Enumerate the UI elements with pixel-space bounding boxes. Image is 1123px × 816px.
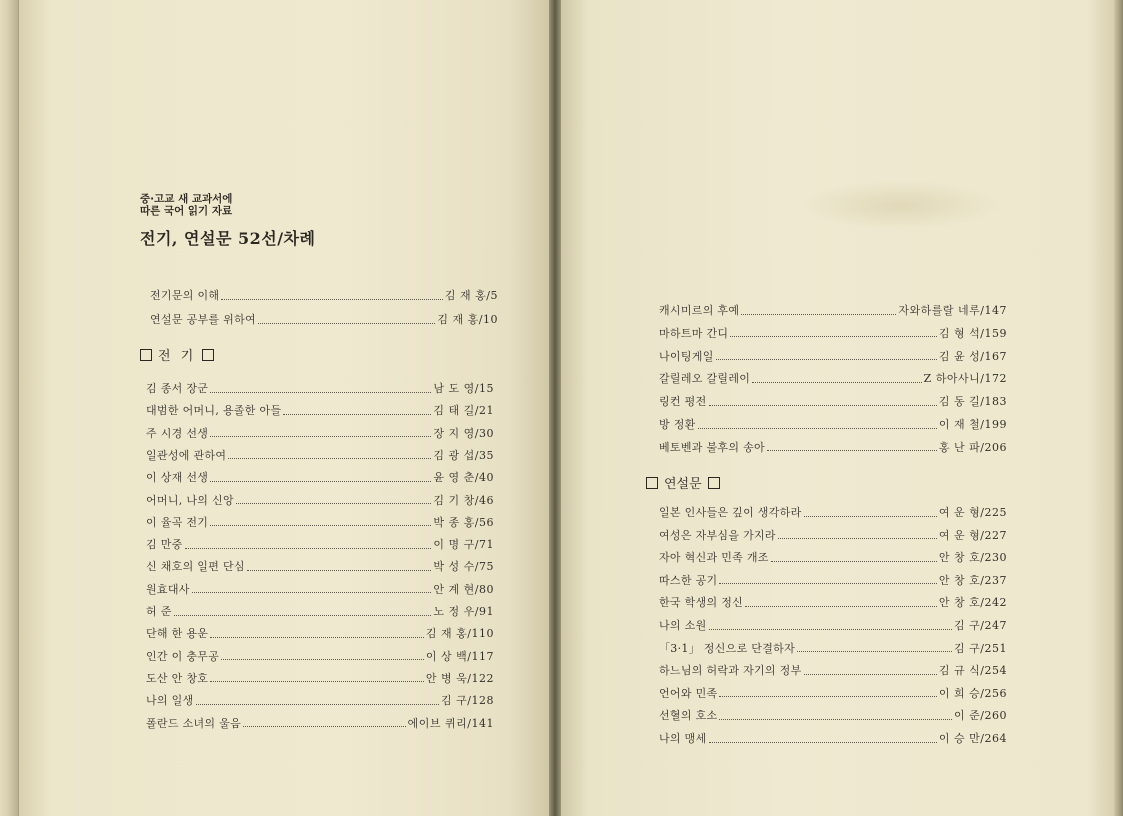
leader-dots [804, 516, 937, 517]
leader-dots [210, 481, 431, 482]
toc-label: 한국 학생의 정신 [659, 596, 744, 610]
toc-label: 자아 혁신과 민족 개조 [659, 551, 769, 565]
leader-dots [709, 629, 953, 630]
leader-dots [221, 299, 443, 300]
toc-author-page: 안 계 현/80 [433, 582, 494, 596]
section-title: 연설문 [664, 477, 702, 492]
toc-label: 인간 이 충무공 [146, 649, 220, 663]
toc-row [659, 618, 1007, 634]
toc-row [659, 371, 1007, 387]
toc-label: 하느님의 허락과 자기의 정부 [659, 664, 802, 678]
toc-author-page: 남 도 영/15 [433, 382, 494, 395]
toc-author-page: 김 윤 성/167 [938, 349, 1007, 363]
toc-row [659, 505, 1007, 521]
toc-label: 나의 일생 [146, 694, 194, 708]
leader-dots [719, 696, 936, 697]
book-gutter [549, 0, 561, 816]
toc-label: 나의 맹세 [659, 732, 707, 745]
toc-author-page: 김 형 석/159 [938, 326, 1007, 340]
toc-row [659, 641, 1007, 657]
toc-row [659, 663, 1007, 679]
toc-row [146, 559, 494, 575]
toc-label: 「3·1」 정신으로 단결하자 [659, 641, 795, 655]
toc-row [659, 349, 1007, 365]
toc-label: 갈릴레오 갈릴레이 [659, 372, 751, 386]
section-heading-speeches [640, 473, 726, 492]
toc-author-page: 안 창 호/230 [938, 551, 1007, 565]
toc-row [146, 649, 494, 665]
toc-label: 원효대사 [146, 582, 190, 596]
toc-label: 방 정환 [659, 418, 696, 431]
leader-dots [709, 405, 937, 406]
toc-author-page: 이 희 승/256 [938, 686, 1007, 700]
toc-row [659, 394, 1007, 410]
leader-dots [185, 548, 432, 549]
toc-row [659, 550, 1007, 566]
page-edge-left [0, 0, 18, 816]
toc-row [146, 381, 494, 397]
leader-dots [192, 592, 432, 593]
toc-row [659, 595, 1007, 611]
toc-author-page: 안 창 호/242 [938, 596, 1007, 610]
toc-label: 링컨 평전 [659, 395, 707, 409]
toc-row [146, 582, 494, 598]
toc-author-page: 안 창 호/237 [938, 573, 1007, 587]
toc-label: 김 만중 [146, 538, 183, 552]
leader-dots [745, 606, 937, 607]
toc-author-page: 이 준/260 [954, 709, 1007, 723]
leader-dots [210, 436, 431, 437]
toc-author-page: 여 운 형/227 [938, 528, 1007, 542]
leader-dots [236, 503, 432, 504]
toc-author-page: 이 승 만/264 [938, 732, 1007, 745]
toc-author-page: 이 상 백/117 [425, 649, 494, 663]
toc-author-page: 김 규 식/254 [938, 664, 1007, 678]
toc-label: 어머니, 나의 신앙 [146, 493, 234, 507]
square-box-icon [140, 349, 152, 361]
toc-author-page: 김 구/128 [441, 694, 494, 708]
leader-dots [741, 314, 896, 315]
toc-row [659, 528, 1007, 544]
toc-row [146, 671, 494, 687]
toc-label: 캐시미르의 후예 [659, 304, 740, 317]
toc-author-page: 이 재 철/199 [938, 418, 1007, 431]
toc-row [146, 537, 494, 553]
toc-label: 선혈의 호소 [659, 709, 718, 723]
toc-label: 도산 안 창호 [146, 671, 209, 685]
toc-author-page: Z 하아사니/172 [923, 372, 1007, 386]
toc-row [146, 470, 494, 486]
toc-label: 허 준 [146, 605, 172, 618]
toc-label: 폴란드 소녀의 울음 [146, 716, 242, 730]
leader-dots [174, 615, 432, 616]
leader-dots [283, 414, 431, 415]
toc-author-page: 김 광 섭/35 [433, 448, 494, 462]
leader-dots [196, 704, 440, 705]
toc-row [659, 686, 1007, 702]
toc-row [150, 288, 498, 304]
square-box-icon [646, 477, 658, 489]
toc-author-page: 김 구/251 [954, 641, 1007, 655]
leader-dots [771, 561, 937, 562]
toc-author-page: 홍 난 파/206 [938, 440, 1007, 454]
page-edge-right [1114, 0, 1123, 816]
toc-author-page: 김 구/247 [954, 619, 1007, 632]
toc-label: 베토벤과 불후의 송아 [659, 440, 765, 454]
leader-dots [719, 583, 936, 584]
toc-row [146, 604, 494, 620]
toc-row [659, 573, 1007, 589]
section-heading-biography [134, 345, 220, 364]
leader-dots [247, 570, 432, 571]
toc-label: 나이팅게일 [659, 349, 714, 363]
leader-dots [210, 637, 424, 638]
toc-author-page: 에이브 퀴리/141 [407, 716, 494, 730]
toc-label: 신 채호의 일편 단심 [146, 560, 245, 574]
toc-row [659, 303, 1007, 319]
square-box-icon [202, 349, 214, 361]
paper-stain [800, 180, 1000, 230]
leader-dots [752, 382, 921, 383]
page-title: 전기, 연설문 52선/차례 [140, 229, 316, 248]
toc-label: 대범한 어머니, 용졸한 아들 [146, 404, 282, 418]
subtitle-line-1: 중·고교 새 교과서에 [140, 193, 233, 205]
leader-dots [716, 359, 937, 360]
book-subtitle [140, 193, 232, 217]
toc-author-page: 김 재 홍/10 [437, 313, 498, 326]
leader-dots [228, 458, 431, 459]
toc-row [146, 448, 494, 464]
toc-row [659, 417, 1007, 433]
section-title: 전 기 [158, 349, 197, 364]
toc-author-page: 여 운 형/225 [938, 506, 1007, 519]
toc-author-page: 김 재 홍/5 [444, 289, 498, 302]
toc-author-page: 윤 영 춘/40 [433, 471, 494, 485]
toc-label: 여성은 자부심을 가지라 [659, 528, 776, 542]
toc-row [659, 708, 1007, 724]
toc-author-page: 김 동 길/183 [938, 395, 1007, 409]
toc-row [146, 716, 494, 732]
leader-dots [698, 428, 937, 429]
toc-row [146, 493, 494, 509]
toc-label: 이 율곡 전기 [146, 515, 209, 529]
toc-label: 주 시경 선생 [146, 426, 209, 440]
leader-dots [210, 525, 431, 526]
toc-author-page: 노 정 우/91 [433, 605, 494, 618]
toc-author-page: 안 병 욱/122 [425, 671, 494, 685]
leader-dots [797, 651, 952, 652]
leader-dots [210, 392, 431, 393]
toc-row [146, 403, 494, 419]
toc-author-page: 자와하를랄 네루/147 [898, 304, 1007, 317]
toc-author-page: 장 지 영/30 [433, 426, 494, 440]
toc-row [659, 731, 1007, 747]
toc-author-page: 김 기 창/46 [433, 493, 494, 507]
toc-row [146, 693, 494, 709]
toc-label: 이 상재 선생 [146, 471, 209, 485]
leader-dots [210, 681, 424, 682]
toc-label: 김 종서 장군 [146, 382, 209, 395]
leader-dots [243, 726, 406, 727]
leader-dots [258, 323, 435, 324]
toc-label: 나의 소원 [659, 619, 707, 632]
toc-label: 언어와 민족 [659, 686, 718, 700]
toc-author-page: 박 종 홍/56 [433, 515, 494, 529]
toc-label: 일본 인사들은 깊이 생각하라 [659, 506, 802, 519]
toc-author-page: 이 명 구/71 [433, 538, 494, 552]
square-box-icon [708, 477, 720, 489]
leader-dots [778, 538, 937, 539]
toc-label: 전기문의 이해 [150, 289, 220, 302]
leader-dots [730, 336, 937, 337]
toc-row [150, 312, 498, 328]
toc-row [659, 326, 1007, 342]
toc-label: 마하트마 간디 [659, 326, 729, 340]
toc-row [146, 626, 494, 642]
toc-row [146, 426, 494, 442]
leader-dots [221, 659, 424, 660]
toc-row [146, 515, 494, 531]
leader-dots [804, 674, 937, 675]
toc-row [659, 440, 1007, 456]
toc-label: 일관성에 관하여 [146, 448, 227, 462]
leader-dots [719, 719, 952, 720]
toc-label: 단해 한 용운 [146, 627, 209, 641]
toc-label: 연설문 공부를 위하여 [150, 313, 256, 326]
leader-dots [767, 450, 937, 451]
toc-author-page: 김 재 홍/110 [425, 627, 494, 641]
toc-label: 따스한 공기 [659, 573, 718, 587]
subtitle-line-2: 따른 국어 읽기 자료 [140, 205, 233, 217]
leader-dots [709, 742, 937, 743]
toc-author-page: 김 태 길/21 [433, 404, 494, 418]
toc-author-page: 박 성 수/75 [433, 560, 494, 574]
